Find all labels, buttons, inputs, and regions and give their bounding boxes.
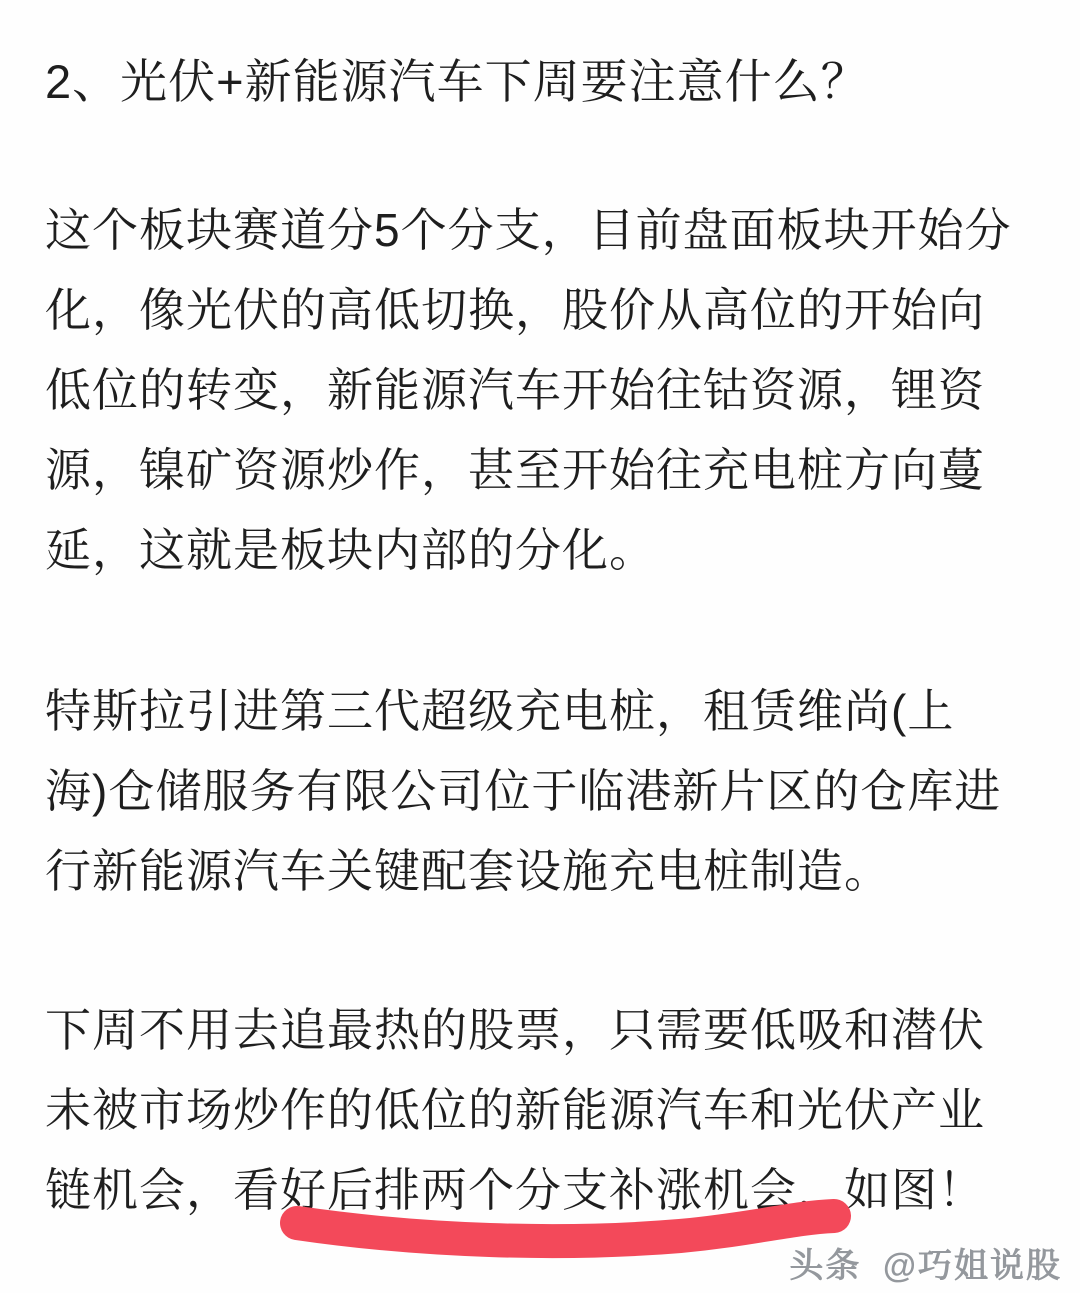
- body-line: 行新能源汽车关键配套设施充电桩制造。: [45, 845, 891, 897]
- body-line: 特斯拉引进第三代超级充电桩，租赁维尚(上: [45, 685, 955, 737]
- body-line: 化，像光伏的高低切换，股价从高位的开始向: [45, 284, 985, 336]
- body-line: 海)仓储服务有限公司位于临港新片区的仓库进: [45, 765, 1002, 817]
- article-heading: 2、光伏+新能源汽车下周要注意什么？: [45, 55, 869, 108]
- body-line: 这个板块赛道分5个分支，目前盘面板块开始分: [45, 204, 1012, 256]
- paragraph-tesla-charging: [45, 671, 1045, 911]
- paragraph-next-week-advice: [45, 990, 1045, 1230]
- body-line: 未被市场炒作的低位的新能源汽车和光伏产业: [45, 1084, 985, 1136]
- watermark-handle: @巧姐说股: [882, 1247, 1062, 1285]
- body-line: 链机会，看好后排两个分支补涨机会，如图！: [45, 1164, 985, 1216]
- watermark-brand: 头条: [789, 1247, 862, 1285]
- body-line: 下周不用去追最热的股票，只需要低吸和潜伏: [45, 1004, 985, 1056]
- body-line: 延，这就是板块内部的分化。: [45, 524, 656, 576]
- body-line: 低位的转变，新能源汽车开始往钴资源，锂资: [45, 364, 985, 416]
- paragraph-sector-branches: [45, 190, 1045, 590]
- body-line: 源，镍矿资源炒作，甚至开始往充电桩方向蔓: [45, 444, 985, 496]
- watermark: [789, 1238, 1062, 1287]
